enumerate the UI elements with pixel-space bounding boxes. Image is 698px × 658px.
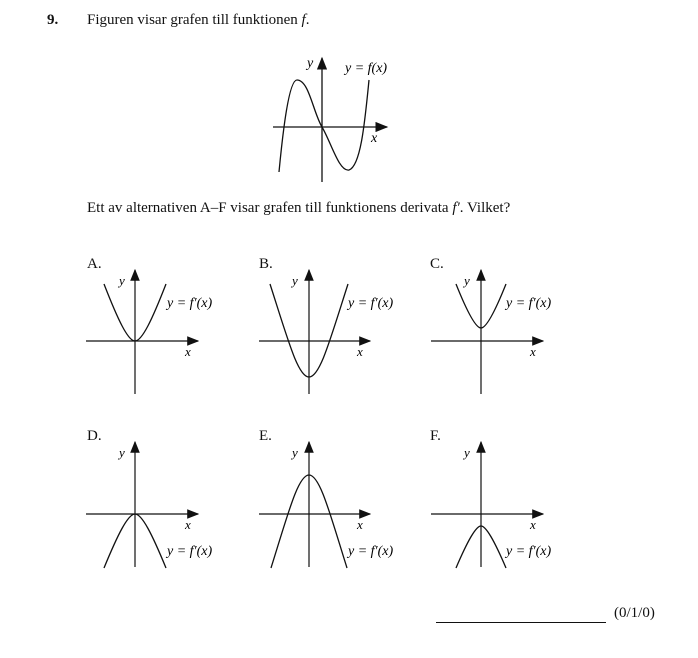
alt-letter-f: F. [430,428,441,444]
alt-b-curve-label: y = f′(x) [348,296,394,311]
question-prompt-text-a: Ett av alternativen A–F visar grafen till funktionens derivata [87,200,449,216]
alt-e-curve-label: y = f′(x) [348,544,394,559]
alt-graph-e [259,442,393,568]
alt-b-y-label: y [292,273,298,288]
alt-a-curve-label: y = f′(x) [167,296,213,311]
alt-a-x-label: x [185,344,191,359]
alt-b-x-label: x [357,344,363,359]
main-y-label: y [307,56,314,71]
alt-c-y-label: y [464,273,470,288]
main-graph-label: y = f(x) [345,61,388,76]
alt-f-curve-label: y = f′(x) [506,544,552,559]
alt-c-curve-label: y = f′(x) [506,296,552,311]
alt-e-y-label: y [292,445,298,460]
alt-graph-b [259,270,393,394]
question-number: 9. [47,12,59,28]
alt-f-x-label: x [530,517,536,532]
alt-letter-d: D. [87,428,102,444]
alt-graph-c [431,270,551,394]
alt-graph-d [86,442,212,568]
score-label: (0/1/0) [614,605,655,621]
question-prompt-symbol: f′ [452,200,460,216]
alt-d-x-label: x [185,517,191,532]
alt-letter-e: E. [259,428,272,444]
alt-e-x-label: x [357,517,363,532]
question-intro-text: Figuren visar grafen till funktionen [87,12,298,28]
answer-line[interactable] [436,622,606,623]
alt-d-curve-label: y = f′(x) [167,544,213,559]
alt-a-y-label: y [119,273,125,288]
alt-graph-f [431,442,551,568]
question-prompt-text-b: . Vilket? [459,200,511,216]
alt-c-x-label: x [530,344,536,359]
alt-graph-a [86,270,212,394]
alt-d-y-label: y [119,445,125,460]
main-x-label: x [371,131,378,146]
alt-letter-b: B. [259,256,273,272]
question-intro-end: . [305,12,310,28]
alt-f-y-label: y [464,445,470,460]
alt-letter-a: A. [87,256,102,272]
alt-letter-c: C. [430,256,444,272]
question-intro-symbol: f [301,12,306,28]
